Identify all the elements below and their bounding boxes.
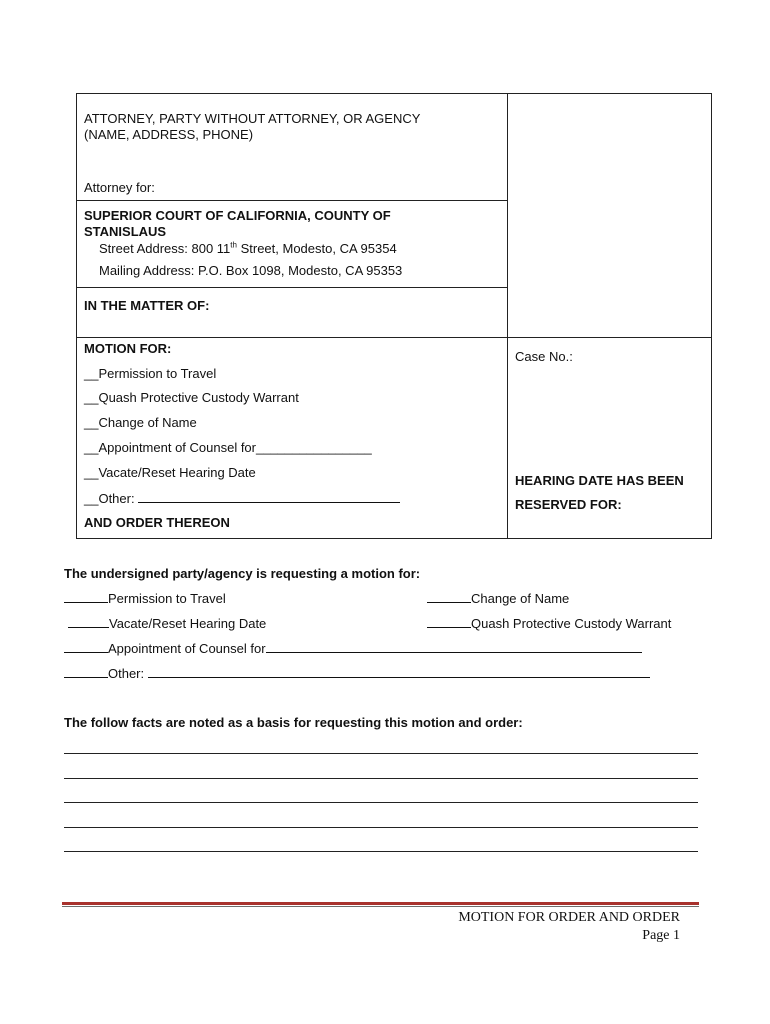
request-change-name-blank[interactable] (427, 590, 471, 603)
and-order-thereon-label: AND ORDER THEREON (84, 515, 230, 530)
caption-border-top (76, 93, 712, 94)
in-the-matter-label: IN THE MATTER OF: (84, 298, 210, 313)
request-permission-row: Permission to Travel (64, 590, 226, 607)
footer-title: MOTION FOR ORDER AND ORDER (458, 910, 680, 925)
request-heading: The undersigned party/agency is requesting a motion for: (64, 566, 421, 581)
facts-heading: The follow facts are noted as a basis for requesting this motion and order: (64, 715, 523, 730)
court-name-line2: STANISLAUS (84, 224, 167, 239)
facts-line-4[interactable] (64, 827, 698, 828)
request-permission-blank[interactable] (64, 590, 108, 603)
caption-divider-3 (76, 337, 712, 338)
caption-border-left (76, 93, 77, 539)
caption-divider-vertical (507, 93, 508, 539)
attorney-header-line2: (NAME, ADDRESS, PHONE) (84, 127, 254, 142)
option-appointment-of-counsel: __Appointment of Counsel for________________ (84, 440, 372, 455)
court-name-line1: SUPERIOR COURT OF CALIFORNIA, COUNTY OF (84, 208, 391, 223)
caption-border-right (711, 93, 712, 539)
request-other-row: Other: (64, 665, 650, 682)
option-vacate-reset: __Vacate/Reset Hearing Date (84, 465, 256, 480)
caption-divider-2 (76, 287, 508, 288)
request-quash-row: Quash Protective Custody Warrant (427, 615, 671, 632)
request-quash-blank[interactable] (427, 615, 471, 628)
footer-rule-red (62, 902, 699, 905)
request-change-name-row: Change of Name (427, 590, 569, 607)
option-quash-warrant: __Quash Protective Custody Warrant (84, 390, 299, 405)
request-appointment-counsel-blank[interactable] (266, 640, 642, 653)
option-permission-to-travel: __Permission to Travel (84, 366, 217, 381)
caption-border-bottom (76, 538, 712, 539)
facts-line-3[interactable] (64, 802, 698, 803)
facts-line-2[interactable] (64, 778, 698, 779)
request-other-text-blank[interactable] (148, 665, 650, 678)
option-change-of-name: __Change of Name (84, 415, 197, 430)
facts-line-1[interactable] (64, 753, 698, 754)
attorney-header-line1: ATTORNEY, PARTY WITHOUT ATTORNEY, OR AGENCY (84, 111, 421, 126)
court-street-address: Street Address: 800 11th Street, Modesto, CA 95354 (99, 240, 397, 256)
motion-for-label: MOTION FOR: (84, 341, 172, 356)
hearing-date-line1: HEARING DATE HAS BEEN (515, 473, 684, 488)
facts-line-5[interactable] (64, 851, 698, 852)
option-other: __Other: (84, 490, 400, 507)
request-appointment-blank[interactable] (64, 640, 108, 653)
request-vacate-row: Vacate/Reset Hearing Date (68, 615, 266, 632)
request-vacate-blank[interactable] (68, 615, 109, 628)
hearing-date-line2: RESERVED FOR: (515, 497, 622, 512)
request-other-blank[interactable] (64, 665, 108, 678)
option-other-blank[interactable] (138, 490, 400, 503)
attorney-for-label: Attorney for: (84, 180, 155, 195)
footer-page-number: Page 1 (642, 928, 680, 943)
case-number-label: Case No.: (515, 349, 573, 364)
request-appointment-row: Appointment of Counsel for (64, 640, 642, 657)
court-mailing-address: Mailing Address: P.O. Box 1098, Modesto, CA 95353 (99, 263, 403, 278)
caption-divider-1 (76, 200, 508, 201)
footer-rule-gray (62, 906, 699, 907)
